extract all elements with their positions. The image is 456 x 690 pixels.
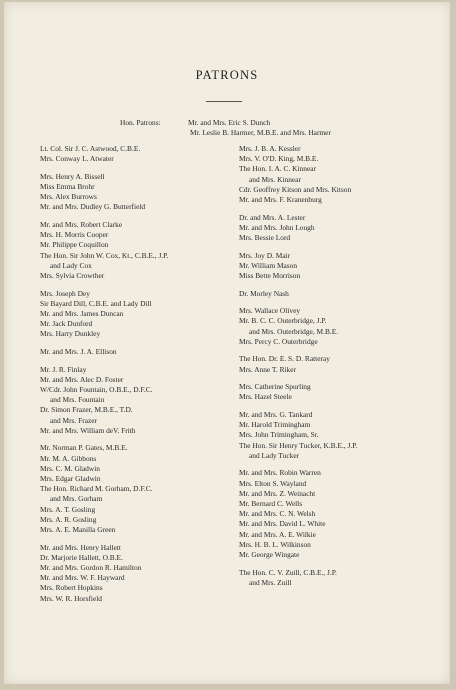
patron-name: Mr. M. A. Gibbons bbox=[40, 453, 97, 463]
patron-name: Mr. and Mrs. Alec D. Foster bbox=[40, 374, 124, 384]
patron-name: Mrs. Joy D. Mair bbox=[239, 250, 291, 260]
patron-group bbox=[40, 347, 230, 357]
patron-name: and Mrs. Zuill bbox=[249, 577, 292, 587]
patron-name: Lt. Col. Sir J. C. Astwood, C.B.E. bbox=[40, 144, 141, 153]
patron-name: Dr. Simon Frazer, M.B.E., T.D. bbox=[40, 405, 133, 415]
patron-name: Mrs. Anne T. Riker bbox=[239, 364, 296, 374]
patron-group bbox=[40, 220, 230, 281]
patron-name: Mr. and Mrs. Henry Hallett bbox=[40, 542, 121, 552]
patron-group bbox=[239, 568, 439, 588]
patron-name: Mrs. John Trimingham, Sr. bbox=[239, 430, 319, 440]
document-page bbox=[4, 2, 450, 684]
patron-name: Mr. Philippe Coquillon bbox=[40, 240, 109, 250]
patron-group bbox=[40, 289, 230, 340]
patron-name: Dr. Morley Nash bbox=[239, 288, 289, 298]
patron-group bbox=[239, 468, 439, 560]
patron-name: Mr. Bernard C. Wells bbox=[239, 499, 303, 509]
patron-name: Mr. and Mrs. F. Kranenburg bbox=[239, 195, 322, 205]
page-title: PATRONS bbox=[195, 68, 259, 82]
patron-group bbox=[239, 289, 439, 299]
patron-name: Mrs. Joseph Dey bbox=[40, 288, 90, 298]
patron-name: Mr. and Mrs. Z. Weinacht bbox=[239, 488, 316, 498]
patron-group bbox=[239, 354, 439, 374]
patron-name: and Lady Tucker bbox=[249, 450, 300, 460]
patron-name: The Hon. C. V. Zuill, C.B.E., J.P. bbox=[239, 567, 337, 577]
patron-name: Mrs. J. B. A. Kessler bbox=[239, 144, 301, 153]
patron-name: Mr. Jack Dunford bbox=[40, 319, 93, 329]
patron-name: Mrs. Alex Burrows bbox=[40, 192, 97, 202]
patron-name: Mrs. Edgar Gladwin bbox=[40, 474, 101, 484]
patron-name: Miss Bette Morrison bbox=[239, 271, 301, 281]
patrons-left-column bbox=[40, 144, 230, 611]
patron-name: Mr. Harold Trimingham bbox=[239, 420, 311, 430]
patron-name: Mr. and Mrs. Robert Clarke bbox=[40, 220, 123, 229]
patron-name: Mrs. Elton S. Wayland bbox=[239, 478, 307, 488]
patron-name: Mr. and Mrs. William deV. Frith bbox=[40, 425, 136, 435]
patron-group bbox=[40, 144, 230, 164]
patron-name: Mr. and Mrs. Dudley G. Butterfield bbox=[40, 202, 146, 212]
patrons-right-column bbox=[239, 144, 439, 595]
patron-name: W/Cdr. John Fountain, O.B.E., D.F.C. bbox=[40, 385, 153, 395]
patron-name: Mrs. Wallace Olivey bbox=[239, 306, 301, 316]
patron-name: Cdr. Geoffrey Kitson and Mrs. Kitson bbox=[239, 184, 352, 194]
patron-name: Mrs. Hazel Steele bbox=[239, 392, 292, 402]
patron-name: Mr. William Mason bbox=[239, 260, 298, 270]
patron-name: The Hon. Richard M. Gorham, D.F.C. bbox=[40, 484, 153, 494]
patron-name: Mr. George Wingate bbox=[239, 550, 300, 560]
patron-name: and Mrs. Fountain bbox=[50, 395, 105, 405]
patron-name: Mrs. Henry A. Bissell bbox=[40, 171, 105, 181]
patron-name: Mrs. C. M. Gladwin bbox=[40, 463, 100, 473]
patron-name: Sir Bayard Dill, C.B.E. and Lady Dill bbox=[40, 298, 152, 308]
patron-name: Mrs. Robert Hopkins bbox=[40, 583, 103, 593]
patron-group bbox=[239, 251, 439, 282]
patron-name: The Hon. Dr. E. S. D. Ratteray bbox=[239, 354, 330, 364]
patron-name: and Mrs. Kinnear bbox=[249, 174, 301, 184]
patron-name: Mr. J. R. Finlay bbox=[40, 364, 87, 374]
patron-name: Mr. and Mrs. Gordon R. Hamilton bbox=[40, 563, 142, 573]
patron-name: Mrs. Sylvia Crowther bbox=[40, 271, 105, 281]
patron-name: The Hon. I. A. C. Kinnear bbox=[239, 164, 316, 174]
patron-name: Mr. and Mrs. Robin Warren bbox=[239, 468, 321, 478]
patron-name: and Mrs. Gorham bbox=[50, 494, 103, 504]
patron-name: Mr. and Mrs. C. N. Welsh bbox=[239, 509, 316, 519]
hon-patron-line-1: Mr. and Mrs. Eric S. Dunch bbox=[188, 118, 271, 127]
patron-name: Dr. and Mrs. A. Lester bbox=[239, 212, 306, 222]
patron-name: Mr. and Mrs. David L. White bbox=[239, 519, 326, 529]
patron-name: Mrs. Bessie Lord bbox=[239, 233, 291, 243]
patron-name: and Mrs. Outerbridge, M.B.E. bbox=[249, 326, 339, 336]
patron-group bbox=[40, 443, 230, 535]
patron-name: Dr. Marjorie Hallett, O.B.E. bbox=[40, 552, 123, 562]
patron-name: Mrs. A. E. Manilla Green bbox=[40, 525, 116, 535]
patron-group bbox=[40, 172, 230, 213]
hon-patron-line-2: Mr. Leslie B. Harmer, M.B.E. and Mrs. Harmer bbox=[190, 128, 331, 138]
patron-name: Mrs. V. O'D. King, M.B.E. bbox=[239, 154, 319, 164]
hon-patrons-label: Hon. Patrons: bbox=[120, 118, 161, 127]
patron-name: Mrs. H. B. L. Wilkinson bbox=[239, 539, 311, 549]
patron-name: Mrs. Catherine Spurling bbox=[239, 382, 311, 392]
hon-patrons-block bbox=[120, 118, 331, 138]
patron-name: Mr. and Mrs. A. E. Wilkie bbox=[239, 529, 316, 539]
patron-name: Mr. and Mrs. James Duncan bbox=[40, 309, 124, 319]
patron-name: Mr. and Mrs. G. Tankard bbox=[239, 410, 313, 419]
patron-name: Mrs. A. T. Gosling bbox=[40, 504, 96, 514]
patron-name: The Hon. Sir John W. Cox, Kt., C.B.E., J.P. bbox=[40, 250, 169, 260]
patron-group bbox=[40, 543, 230, 604]
patron-group bbox=[239, 213, 439, 244]
patron-name: Mr. Norman P. Gates, M.B.E. bbox=[40, 443, 128, 453]
patron-group bbox=[239, 382, 439, 402]
patron-group bbox=[40, 365, 230, 436]
patron-name: Mrs. A. R. Gosling bbox=[40, 514, 97, 524]
patron-name: Mrs. H. Morris Cooper bbox=[40, 230, 109, 240]
patron-name: Miss Emma Brohr bbox=[40, 182, 95, 191]
patron-name: Mr. and Mrs. John Lough bbox=[239, 222, 315, 232]
patron-name: Mrs. Conway L. Atwater bbox=[40, 154, 114, 164]
patron-group bbox=[239, 410, 439, 461]
patron-name: Mrs. Percy C. Outerbridge bbox=[239, 336, 318, 346]
patron-name: Mr. and Mrs. W. F. Hayward bbox=[40, 573, 125, 583]
title-divider bbox=[206, 101, 242, 102]
patron-name: Mrs. W. R. Horsfield bbox=[40, 593, 103, 603]
patron-group bbox=[239, 306, 439, 347]
patron-name: Mr. B. C. C. Outerbridge, J.P. bbox=[239, 316, 327, 326]
patron-name: and Mrs. Frazer bbox=[50, 415, 97, 425]
patron-name: and Lady Cox bbox=[50, 260, 92, 270]
patron-name: Mr. and Mrs. J. A. Ellison bbox=[40, 347, 117, 357]
patron-name: Mrs. Harry Dunkley bbox=[40, 329, 101, 339]
patron-name: The Hon. Sir Henry Tucker, K.B.E., J.P. bbox=[239, 440, 358, 450]
patron-group bbox=[239, 144, 439, 205]
